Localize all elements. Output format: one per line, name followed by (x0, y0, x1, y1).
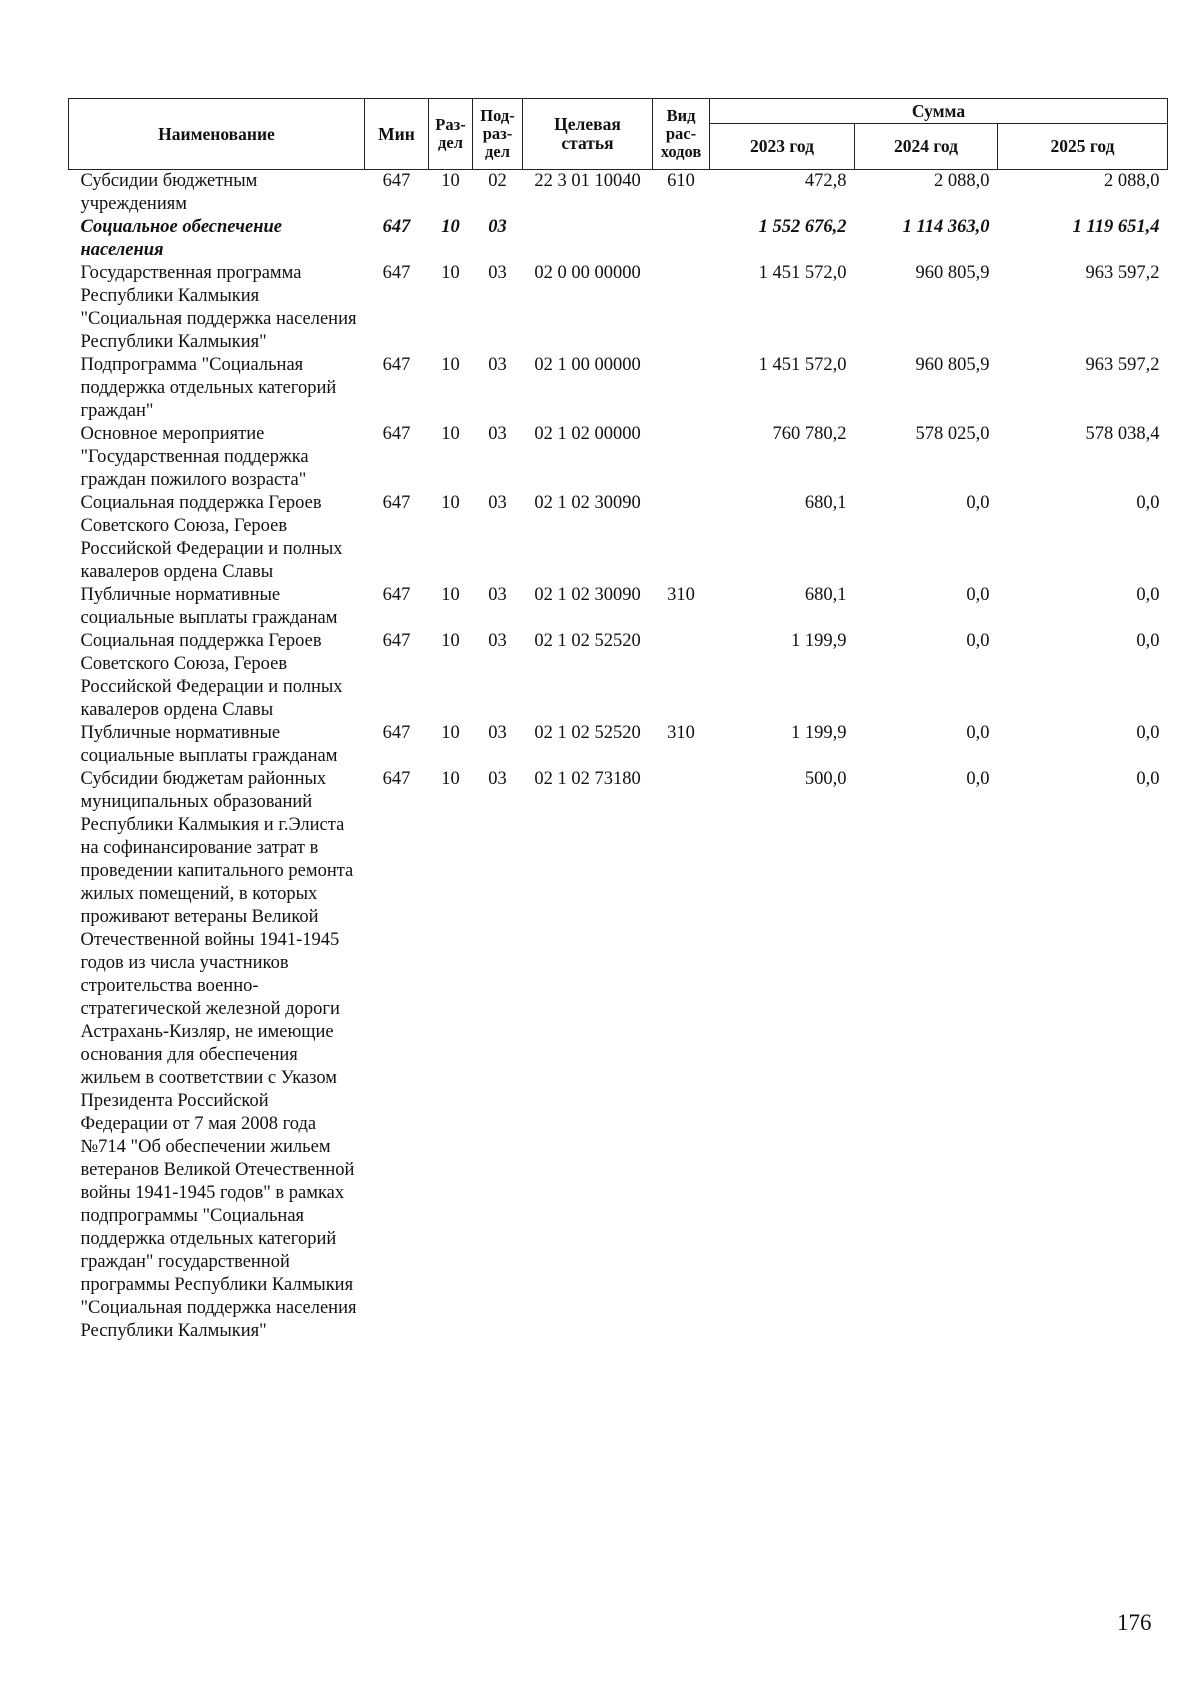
cell-2024: 0,0 (966, 769, 990, 789)
cell-podrazdel: 03 (488, 723, 507, 743)
table-row (69, 630, 1168, 722)
table-row (69, 492, 1168, 584)
cell-vid (653, 262, 710, 354)
cell-name: Государственная программа Республики Калмыкия "Социальная поддержка населения Республики Калмыкия" (80, 263, 357, 352)
cell-2025: 2 088,0 (1104, 171, 1160, 191)
cell-podrazdel: 03 (488, 585, 507, 605)
cell-vid (653, 768, 710, 1343)
table-row (69, 262, 1168, 354)
cell-article: 02 1 02 73180 (534, 769, 641, 789)
cell-min: 647 (382, 631, 411, 651)
table-header (69, 99, 1168, 170)
cell-min: 647 (382, 493, 411, 513)
cell-2023: 680,1 (804, 493, 847, 513)
cell-article: 02 1 02 52520 (534, 631, 641, 651)
cell-name: Социальная поддержка Героев Советского Союза, Героев Российской Федерации и полных кавалеров ордена Славы (80, 631, 343, 720)
cell-2024: 0,0 (966, 631, 990, 651)
cell-min: 647 (382, 723, 411, 743)
cell-razdel: 10 (441, 769, 460, 789)
table-row (69, 584, 1168, 630)
cell-2024: 0,0 (966, 585, 990, 605)
header-2023: 2023 год (710, 124, 855, 170)
cell-min: 647 (382, 355, 411, 375)
cell-vid: 310 (667, 723, 695, 743)
cell-name: Социальная поддержка Героев Советского Союза, Героев Российской Федерации и полных кавалеров ордена Славы (80, 493, 343, 582)
cell-razdel: 10 (441, 585, 460, 605)
table-row (69, 216, 1168, 262)
cell-2023: 680,1 (804, 585, 847, 605)
table-row (69, 768, 1168, 1343)
cell-2024: 0,0 (966, 493, 990, 513)
cell-name: Субсидии бюджетам районных муниципальных образований Республики Калмыкия и г.Элиста на софинансирование затрат в проведении капитального ремонта жилых помещений, в которых проживают ветераны Великой Отечественной войны 1941-1945 годов из числа участников строительства военно-стратегической железной дороги Астрахань-Кизляр, не имеющие основания для обеспечения жильем в соответствии с Указом Президента Российской Федерации от 7 мая 2008 года №714 "Об обеспечении жильем ветеранов Великой Отечественной войны 1941-1945 годов" в рамках подпрограммы "Социальная поддержка отдельных категорий граждан" государственной программы Республики Калмыкия "Социальная поддержка населения Республики Калмыкия" (80, 769, 357, 1341)
cell-min: 647 (382, 424, 411, 444)
header-2024: 2024 год (855, 124, 998, 170)
cell-min: 647 (382, 585, 411, 605)
cell-podrazdel: 03 (488, 631, 507, 651)
cell-razdel: 10 (441, 631, 460, 651)
cell-podrazdel: 03 (488, 217, 507, 237)
cell-2024: 578 025,0 (915, 424, 990, 444)
cell-article: 02 1 02 30090 (534, 493, 641, 513)
table-row (69, 423, 1168, 492)
cell-razdel: 10 (441, 263, 460, 283)
cell-2023: 472,8 (804, 171, 847, 191)
cell-2023: 1 199,9 (791, 631, 847, 651)
cell-2025: 578 038,4 (1085, 424, 1160, 444)
cell-article: 02 1 02 00000 (534, 424, 641, 444)
header-article: Целевая статья (523, 99, 653, 170)
header-podrazdel: Под- раз- дел (473, 99, 523, 170)
cell-podrazdel: 03 (488, 355, 507, 375)
cell-razdel: 10 (441, 217, 460, 237)
cell-razdel: 10 (441, 723, 460, 743)
cell-2023: 1 451 572,0 (758, 355, 847, 375)
cell-2024: 1 114 363,0 (902, 217, 990, 237)
cell-article: 02 1 02 30090 (534, 585, 641, 605)
cell-article: 02 0 00 00000 (534, 263, 641, 283)
cell-2025: 963 597,2 (1085, 263, 1160, 283)
table-row (69, 170, 1168, 217)
cell-2024: 960 805,9 (915, 355, 990, 375)
cell-razdel: 10 (441, 493, 460, 513)
cell-podrazdel: 03 (488, 769, 507, 789)
cell-vid (653, 354, 710, 423)
cell-2023: 500,0 (804, 769, 847, 789)
header-name: Наименование (69, 99, 365, 170)
cell-2025: 0,0 (1136, 585, 1160, 605)
cell-article: 02 1 02 52520 (534, 723, 641, 743)
cell-podrazdel: 03 (488, 493, 507, 513)
cell-razdel: 10 (441, 424, 460, 444)
cell-podrazdel: 03 (488, 424, 507, 444)
cell-razdel: 10 (441, 355, 460, 375)
cell-min: 647 (382, 263, 411, 283)
header-razdel: Раз- дел (429, 99, 473, 170)
table-row (69, 722, 1168, 768)
cell-article: 02 1 00 00000 (534, 355, 641, 375)
header-vid: Вид рас- ходов (653, 99, 710, 170)
cell-vid (653, 216, 710, 262)
cell-article: 22 3 01 10040 (534, 171, 641, 191)
cell-2025: 1 119 651,4 (1072, 217, 1160, 237)
header-sum: Сумма (710, 99, 1168, 124)
cell-vid: 610 (667, 171, 695, 191)
header-min: Мин (365, 99, 429, 170)
cell-razdel: 10 (441, 171, 460, 191)
cell-vid (653, 630, 710, 722)
cell-name: Социальное обеспечение населения (80, 217, 282, 260)
cell-2023: 1 199,9 (791, 723, 847, 743)
cell-2023: 1 552 676,2 (758, 217, 847, 237)
page-number: 176 (1117, 1610, 1152, 1635)
table-body (69, 170, 1168, 1344)
cell-vid (653, 492, 710, 584)
cell-podrazdel: 03 (488, 263, 507, 283)
cell-2025: 0,0 (1136, 723, 1160, 743)
cell-2024: 2 088,0 (934, 171, 990, 191)
cell-2023: 1 451 572,0 (758, 263, 847, 283)
cell-name: Публичные нормативные социальные выплаты гражданам (80, 723, 338, 766)
cell-2025: 0,0 (1136, 631, 1160, 651)
cell-min: 647 (382, 769, 411, 789)
cell-name: Субсидии бюджетным учреждениям (80, 171, 258, 214)
header-2025: 2025 год (998, 124, 1168, 170)
cell-min: 647 (382, 171, 411, 191)
cell-2025: 0,0 (1136, 769, 1160, 789)
cell-min: 647 (382, 217, 411, 237)
budget-table (68, 98, 1168, 1343)
table-row (69, 354, 1168, 423)
cell-podrazdel: 02 (488, 171, 507, 191)
cell-2024: 0,0 (966, 723, 990, 743)
cell-2023: 760 780,2 (772, 424, 847, 444)
cell-name: Подпрограмма "Социальная поддержка отдельных категорий граждан" (80, 355, 337, 421)
cell-2025: 963 597,2 (1085, 355, 1160, 375)
cell-vid (653, 423, 710, 492)
cell-2024: 960 805,9 (915, 263, 990, 283)
cell-2025: 0,0 (1136, 493, 1160, 513)
cell-name: Основное мероприятие "Государственная поддержка граждан пожилого возраста" (80, 424, 309, 490)
cell-vid: 310 (667, 585, 695, 605)
cell-name: Публичные нормативные социальные выплаты гражданам (80, 585, 338, 628)
cell-article (523, 216, 653, 262)
